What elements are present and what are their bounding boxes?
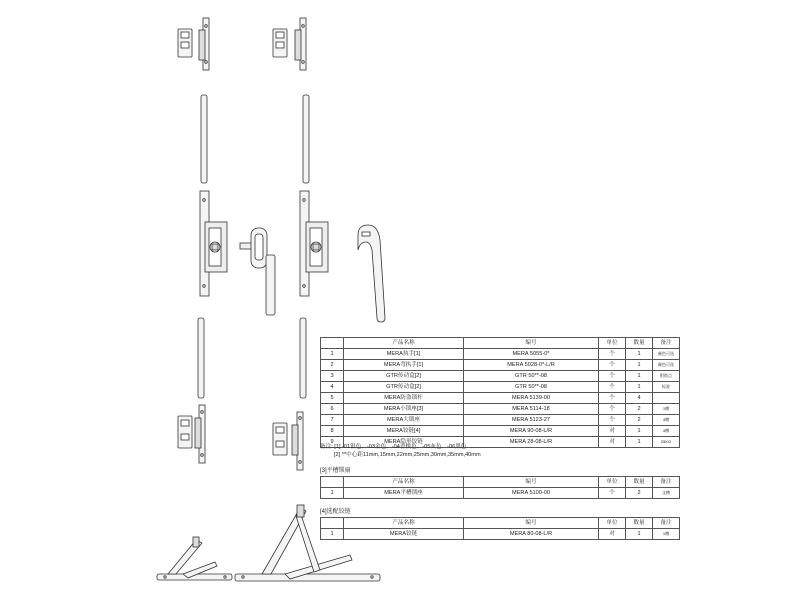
table-row bbox=[321, 488, 680, 499]
table-row bbox=[321, 415, 680, 426]
cell-remark: 颜色可选 bbox=[653, 349, 680, 360]
cell-unit: 个 bbox=[599, 371, 626, 382]
col-header-qty: 数量 bbox=[626, 518, 653, 529]
cell-unit: 对 bbox=[599, 437, 626, 448]
cell-no: 4 bbox=[321, 382, 344, 393]
cell-no: 9 bbox=[321, 437, 344, 448]
note-line-1: 备注: [1] -01银色、-03金色、-04香槟色、-05灰色、-06黑色 bbox=[320, 444, 467, 450]
cell-name: MERA铰链 bbox=[344, 529, 464, 540]
cell-code: MERA 5123-27 bbox=[464, 415, 599, 426]
cell-remark: 附锁点 bbox=[653, 371, 680, 382]
cell-unit: 个 bbox=[599, 488, 626, 499]
col-header-qty: 数量 bbox=[626, 338, 653, 349]
table-row bbox=[321, 404, 680, 415]
col-header-remark: 备注 bbox=[653, 338, 680, 349]
cell-qty: 1 bbox=[626, 529, 653, 540]
connecting-rod-upper-left bbox=[201, 95, 207, 183]
lock-keeper-bottom-left bbox=[178, 405, 205, 463]
cell-unit: 个 bbox=[599, 393, 626, 404]
note-line-2: [2] **中心距11mm,15mm,22mm,25mm,30mm,35mm,40mm bbox=[334, 452, 481, 458]
table-header-row bbox=[321, 338, 680, 349]
cell-remark: 1槽 bbox=[653, 404, 680, 415]
cell-qty: 1 bbox=[626, 426, 653, 437]
cell-code: MERA 5139-00 bbox=[464, 393, 599, 404]
table-row bbox=[321, 371, 680, 382]
cell-code: GTR 50**-08 bbox=[464, 382, 599, 393]
section-3-table bbox=[320, 476, 680, 499]
col-header-unit: 单位 bbox=[599, 338, 626, 349]
table-row bbox=[321, 360, 680, 371]
col-header-remark: 备注 bbox=[653, 518, 680, 529]
table-row bbox=[321, 393, 680, 404]
lock-keeper-top-left bbox=[178, 18, 209, 70]
col-header-code: 编号 bbox=[464, 338, 599, 349]
cell-name: MERA防盗锁杆 bbox=[344, 393, 464, 404]
cell-no: 1 bbox=[321, 349, 344, 360]
col-header-name: 产品名称 bbox=[344, 518, 464, 529]
cell-remark: 标准 bbox=[653, 382, 680, 393]
section-4-table bbox=[320, 517, 680, 540]
col-header-name: 产品名称 bbox=[344, 477, 464, 488]
cell-unit: 个 bbox=[599, 360, 626, 371]
cell-unit: 个 bbox=[599, 404, 626, 415]
cell-no: 3 bbox=[321, 371, 344, 382]
cell-remark bbox=[653, 393, 680, 404]
cell-qty: 1 bbox=[626, 360, 653, 371]
cell-remark: 1槽 bbox=[653, 529, 680, 540]
cell-code: GTR 50**-08 bbox=[464, 371, 599, 382]
table-row bbox=[321, 529, 680, 540]
section-4-title: [4]选配铰链 bbox=[320, 509, 351, 515]
parts-table bbox=[320, 337, 680, 448]
cell-no: 2 bbox=[321, 360, 344, 371]
connecting-rod-lower-left bbox=[198, 318, 204, 398]
cell-code: MERA 5055-0* bbox=[464, 349, 599, 360]
cell-name: GTR传动盒[2] bbox=[344, 382, 464, 393]
table-header-row bbox=[321, 477, 680, 488]
table-row bbox=[321, 426, 680, 437]
col-header-unit: 单位 bbox=[599, 518, 626, 529]
cell-name: MERA铰链[4] bbox=[344, 426, 464, 437]
section-3-title: [3]平槽锁扇 bbox=[320, 468, 351, 474]
cell-unit: 对 bbox=[599, 426, 626, 437]
col-header-name: 产品名称 bbox=[344, 338, 464, 349]
table-row bbox=[321, 382, 680, 393]
cell-qty: 2 bbox=[626, 404, 653, 415]
col-header-no bbox=[321, 338, 344, 349]
cell-name: MERA大锁座 bbox=[344, 415, 464, 426]
cell-unit: 对 bbox=[599, 529, 626, 540]
cell-code: MERA 90-08-L/R bbox=[464, 426, 599, 437]
cell-no: 1 bbox=[321, 488, 344, 499]
cell-name: MERA弯执手[1] bbox=[344, 360, 464, 371]
cell-qty: 4 bbox=[626, 393, 653, 404]
connecting-rod-lower-right bbox=[300, 318, 306, 398]
cell-name: MERA小锁座[3] bbox=[344, 404, 464, 415]
connecting-rod-upper-right bbox=[303, 95, 309, 183]
window-handle-left bbox=[240, 228, 275, 315]
col-header-qty: 数量 bbox=[626, 477, 653, 488]
cell-qty: 1 bbox=[626, 349, 653, 360]
cell-code: MERA 28-08-L/R bbox=[464, 437, 599, 448]
gearbox-left bbox=[200, 191, 227, 296]
col-header-no bbox=[321, 477, 344, 488]
cell-code: MERA 5114-18 bbox=[464, 404, 599, 415]
cell-remark: 25KG bbox=[653, 437, 680, 448]
col-header-remark: 备注 bbox=[653, 477, 680, 488]
lock-keeper-top-right bbox=[273, 18, 306, 70]
cell-unit: 个 bbox=[599, 349, 626, 360]
cell-no: 1 bbox=[321, 529, 344, 540]
cell-remark: 4槽 bbox=[653, 426, 680, 437]
col-header-code: 编号 bbox=[464, 518, 599, 529]
cell-qty: 1 bbox=[626, 382, 653, 393]
cell-no: 8 bbox=[321, 426, 344, 437]
cell-name: MERA隐形铰链 bbox=[344, 437, 464, 448]
col-header-unit: 单位 bbox=[599, 477, 626, 488]
cell-remark: 颜色可选 bbox=[653, 360, 680, 371]
cell-code: MERA 80-08-L/R bbox=[464, 529, 599, 540]
cell-code: MERA 5028-0*-L/R bbox=[464, 360, 599, 371]
cell-name: GTR传动盒[2] bbox=[344, 371, 464, 382]
cell-name: MERA执手[1] bbox=[344, 349, 464, 360]
table-header-row bbox=[321, 518, 680, 529]
cell-unit: 个 bbox=[599, 382, 626, 393]
cell-unit: 个 bbox=[599, 415, 626, 426]
gearbox-right bbox=[300, 191, 328, 296]
cell-no: 6 bbox=[321, 404, 344, 415]
col-header-code: 编号 bbox=[464, 477, 599, 488]
lock-keeper-bottom-right bbox=[273, 412, 303, 470]
cell-qty: 2 bbox=[626, 415, 653, 426]
cell-name: MERA平槽锁座 bbox=[344, 488, 464, 499]
cell-qty: 1 bbox=[626, 371, 653, 382]
cell-remark: 文槽 bbox=[653, 488, 680, 499]
friction-hinge-small bbox=[157, 537, 232, 580]
cell-remark: 4槽 bbox=[653, 415, 680, 426]
cell-no: 5 bbox=[321, 393, 344, 404]
cell-qty: 2 bbox=[626, 488, 653, 499]
table-row bbox=[321, 349, 680, 360]
col-header-no bbox=[321, 518, 344, 529]
cell-no: 7 bbox=[321, 415, 344, 426]
cell-qty: 1 bbox=[626, 437, 653, 448]
curved-window-handle-right bbox=[358, 225, 385, 322]
cell-code: MERA 5100-00 bbox=[464, 488, 599, 499]
